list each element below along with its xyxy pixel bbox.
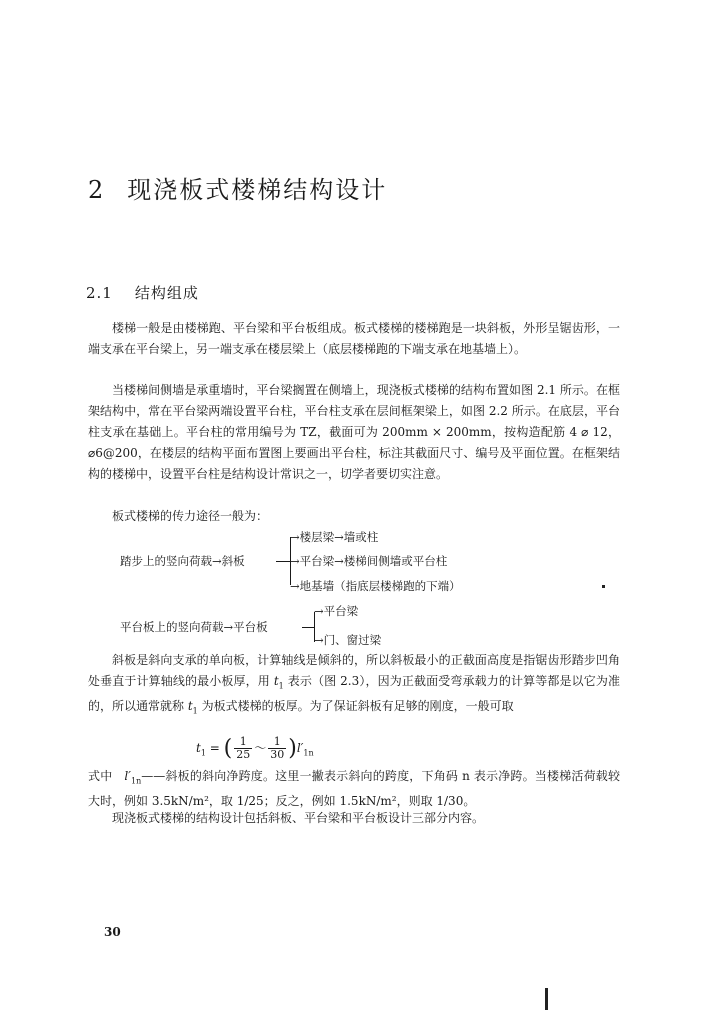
fraction-1-denominator: 25 <box>236 748 251 761</box>
paragraph-4-part-a: 斜板是斜向支承的单向板，计算轴线是倾斜的，所以斜板最小的正截面高度是指锯齿形踏步凹角处垂直于计算轴线的最小板厚，用 <box>88 653 620 688</box>
thickness-subscript-2: 1 <box>192 706 198 716</box>
diagram1-branch-2: →平台梁→楼梯间侧墙或平台柱 <box>290 554 448 568</box>
paragraph-1: 楼梯一般是由楼梯跑、平台梁和平台板组成。板式楼梯的楼梯跑是一块斜板，外形呈锯齿形，一端支承在平台梁上，另一端支承在楼层梁上（底层楼梯跑的下端支承在地基墙上）。 <box>88 321 620 356</box>
paragraph-4-part-b: 表示（图 2.3），因为正截面受弯承载力的计算等都是以它为准的，所以通常就称 <box>88 674 620 714</box>
formula-fraction-2 <box>268 736 286 761</box>
formula-lhs-sub: 1 <box>200 748 206 758</box>
diagram1-connector <box>276 561 290 562</box>
formula-lhs: t <box>196 741 201 755</box>
thickness-variable: t <box>273 674 279 688</box>
paragraph-2: 当楼梯间侧墙是承重墙时，平台梁搁置在侧墙上，现浇板式楼梯的结构布置如图 2.1 所示。在框架结构中，常在平台梁两端设置平台柱，平台柱支承在层间框架梁上，如图 2.2 所示。在底层，平台柱支承在基础上。平台柱的常用编号为 TZ，截面可为 200mm × 200mm，按构造配筋 4 ⌀ 12，⌀6@200，在楼层的结构平面布置图上要画出平台柱，标注其截面尺寸、编号及平面位置。在框架结构的楼梯中，设置平台柱是结构设计常识之一，切学者要切实注意。 <box>88 383 620 481</box>
paragraph-4 <box>88 650 620 722</box>
paragraph-3: 板式楼梯的传力途径一般为： <box>112 509 269 523</box>
formula-right-paren: ) <box>288 736 297 761</box>
section-title <box>86 282 199 303</box>
paragraph-5-subscript: 1n <box>130 776 142 786</box>
diagram1-source: 踏步上的竖向荷载→斜板 <box>120 554 245 568</box>
formula-fraction-1 <box>234 736 252 761</box>
formula-left-paren: ( <box>223 736 233 761</box>
scan-dot <box>602 585 605 588</box>
chapter-number: 2 <box>88 176 106 204</box>
fraction-1-numerator: 1 <box>234 736 252 749</box>
diagram1-branch-1: →楼层梁→墙或柱 <box>290 530 379 544</box>
paragraph-5-variable: l′ <box>124 769 131 783</box>
chapter-title-text: 现浇板式楼梯结构设计 <box>127 176 388 204</box>
paragraph-5-label: 式中 <box>88 769 113 783</box>
thickness-subscript: 1 <box>278 681 284 691</box>
diagram2-connector <box>302 627 314 628</box>
section-number: 2.1 <box>86 284 113 302</box>
formula-span-subscript: 1n <box>303 748 314 758</box>
diagram2-branch-2: →门、窗过梁 <box>314 633 382 647</box>
formula-span-variable: l′ <box>296 741 304 755</box>
paragraph-5-text: ——斜板的斜向净跨度。这里一撇表示斜向的跨度，下角码 n 表示净跨。当楼梯活荷载较大时，例如 3.5kN/m²，取 1/25；反之，例如 1.5kN/m²，则取 1/30。 <box>88 769 620 809</box>
paragraph-6: 现浇板式楼梯的结构设计包括斜板、平台梁和平台板设计三部分内容。 <box>112 811 485 825</box>
chapter-title <box>88 170 387 205</box>
paragraph-5 <box>88 766 620 812</box>
formula-equals: = <box>205 741 224 755</box>
diagram2-branch-1: →平台梁 <box>314 604 359 618</box>
page-number: 30 <box>104 925 121 939</box>
thickness-variable-2: t <box>187 699 193 714</box>
fraction-2-denominator: 30 <box>270 748 285 761</box>
thickness-formula <box>196 736 314 761</box>
diagram1-branch-3: →地基墙（指底层楼梯跑的下端） <box>290 579 461 593</box>
scan-bar <box>545 988 548 1010</box>
fraction-2-numerator: 1 <box>268 736 286 749</box>
formula-range-sep: ～ <box>254 741 267 755</box>
paragraph-4-part-c: 为板式楼梯的板厚。为了保证斜板有足够的刚度，一般可取 <box>197 699 514 714</box>
diagram2-source: 平台板上的竖向荷载→平台板 <box>120 620 268 634</box>
section-title-text: 结构组成 <box>134 284 199 302</box>
